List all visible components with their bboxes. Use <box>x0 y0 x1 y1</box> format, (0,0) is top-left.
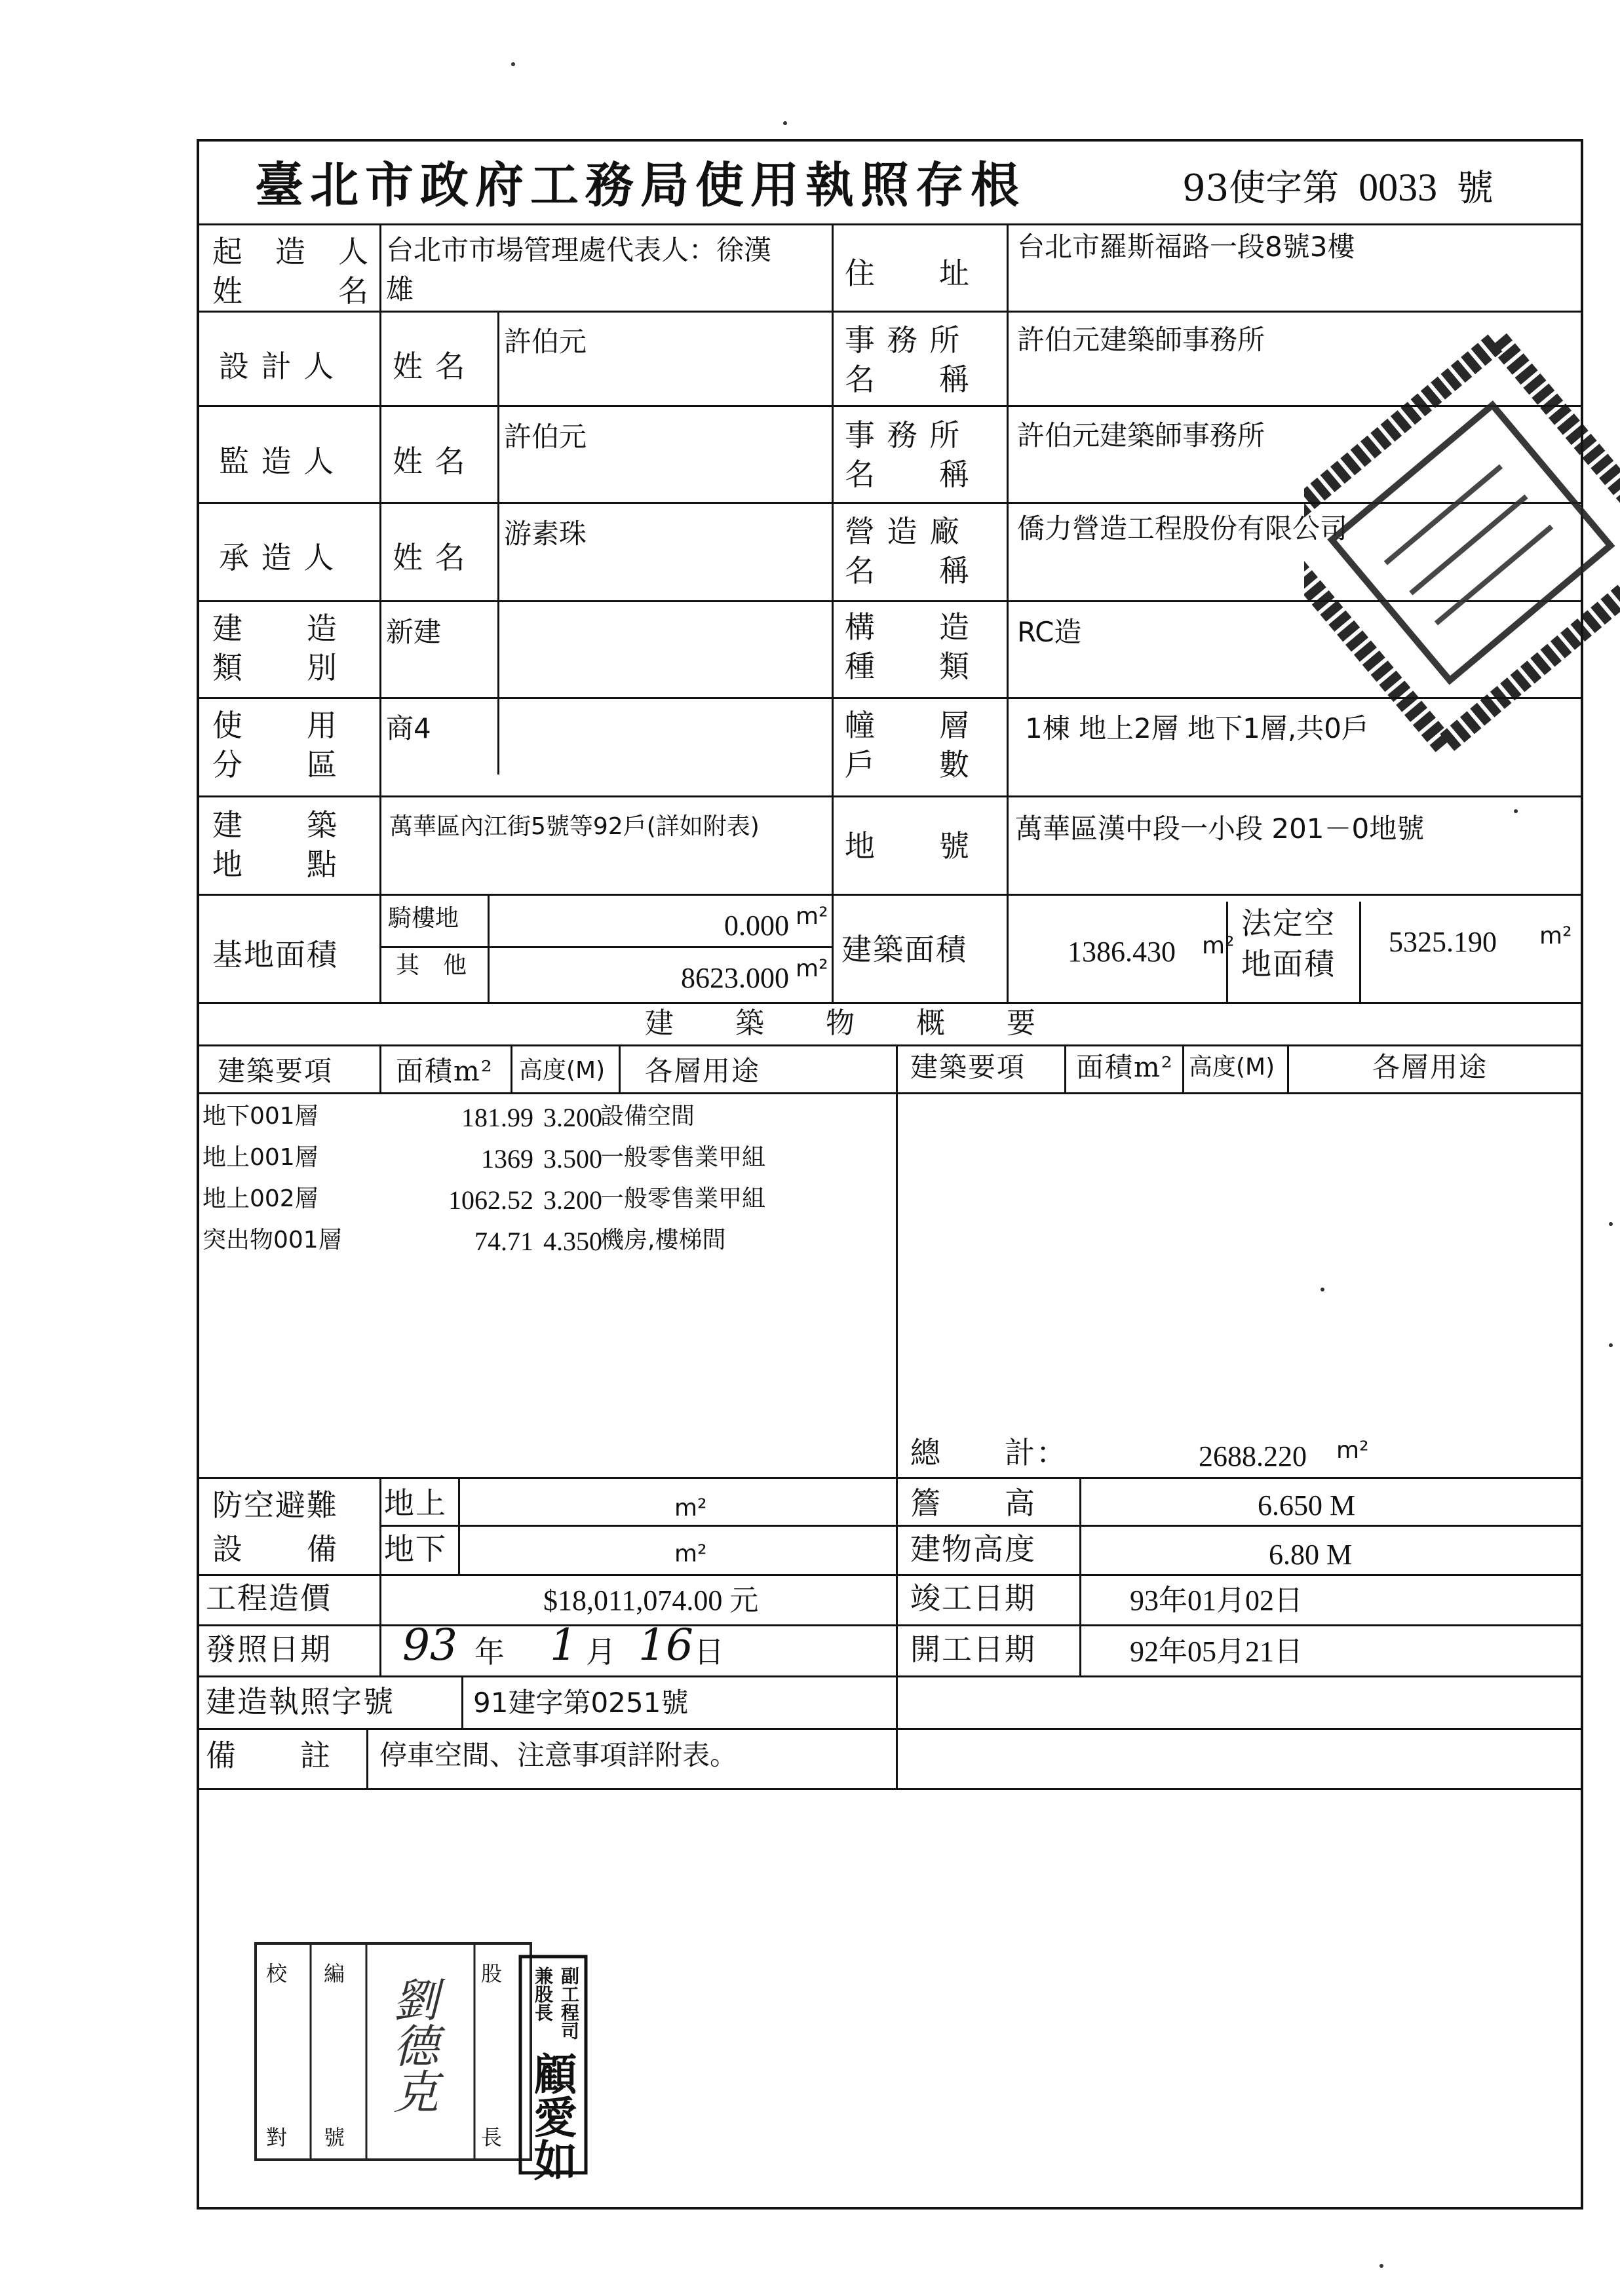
arcade-label: 騎樓地 <box>388 905 459 932</box>
permit-value: 91建字第0251號 <box>473 1687 689 1719</box>
approval-stamp <box>252 1937 619 2199</box>
row-use: 機房,樓梯間 <box>600 1227 726 1253</box>
overview-col-item-left: 建築要項 <box>218 1055 334 1087</box>
builder-name-1: 台北市市場管理處代表人：徐漢 <box>386 234 772 266</box>
row-use: 一般零售業甲組 <box>600 1144 766 1171</box>
completion-value: 93年01月02日 <box>1130 1584 1303 1617</box>
license-number-value: 0033 <box>1359 166 1438 209</box>
row-area: 1369 <box>481 1144 533 1174</box>
designer-office-label-1: 事 務 所 <box>845 322 961 358</box>
stamp-col1: 校 <box>266 1961 288 1986</box>
other-label: 其 他 <box>396 952 467 979</box>
zoning-value: 商4 <box>386 712 431 744</box>
designer-label: 設 計 人 <box>219 349 336 384</box>
other-value: 8623.000 <box>681 962 789 994</box>
address-label: 住 址 <box>845 256 971 291</box>
floors-label-1: 幢 層 <box>845 708 971 743</box>
arcade-value: 0.000 <box>724 909 789 942</box>
location-value: 萬華區內江街5號等92戶(詳如附表) <box>389 813 760 840</box>
issue-month: 1 <box>550 1620 577 1670</box>
row-height: 3.200 <box>543 1185 602 1215</box>
contractor-company: 僑力營造工程股份有限公司 <box>1017 512 1348 545</box>
lot-value: 萬華區漢中段一小段 201－0地號 <box>1015 813 1425 845</box>
zoning-label-1: 使 用 <box>212 708 338 743</box>
legal-open-value: 5325.190 <box>1389 926 1497 958</box>
overview-col-item-right: 建築要項 <box>910 1051 1026 1083</box>
designer-name: 許伯元 <box>504 326 587 358</box>
shelter-below-label: 地下 <box>384 1531 447 1567</box>
lot-label: 地 號 <box>845 828 971 864</box>
start-date-label: 開工日期 <box>910 1632 1036 1667</box>
stamp-signature: 劉德克 <box>385 1976 439 2114</box>
stamp-title-2: 兼股長 <box>532 1966 554 2021</box>
cost-value: $18,011,074.00 元 <box>543 1584 759 1617</box>
row-height: 4.350 <box>543 1227 602 1256</box>
builder-label-2: 姓 名 <box>212 273 370 309</box>
contractor-company-label-1: 營 造 廠 <box>845 514 961 549</box>
contractor-label: 承 造 人 <box>219 540 336 575</box>
completion-label: 竣工日期 <box>910 1580 1036 1616</box>
supervisor-office-label-2: 名 稱 <box>845 457 971 492</box>
issue-date-label: 發照日期 <box>206 1632 332 1667</box>
structure-value: RC造 <box>1017 616 1082 648</box>
shelter-label-2: 設 備 <box>212 1531 338 1567</box>
official-seal-stamp <box>1304 308 1620 806</box>
zoning-label-2: 分 區 <box>212 747 338 782</box>
issue-year: 93 <box>402 1620 457 1670</box>
start-date-value: 92年05月21日 <box>1130 1636 1303 1668</box>
legal-open-unit: m² <box>1539 923 1572 949</box>
stamp-col3b: 長 <box>481 2125 503 2150</box>
issue-day: 16 <box>638 1620 693 1670</box>
building-area-unit: m² <box>1202 932 1235 959</box>
stamp-title-1: 副工程司 <box>558 1966 580 2040</box>
designer-office-label-2: 名 稱 <box>845 362 971 397</box>
location-label-2: 地 點 <box>212 847 338 882</box>
legal-open-label-1: 法定空 <box>1241 906 1336 941</box>
total-label: 總 計： <box>910 1435 1068 1470</box>
row-height: 3.200 <box>543 1103 602 1132</box>
structure-label-1: 構 造 <box>845 609 971 645</box>
license-number-prefix: 93使字第 <box>1182 167 1340 210</box>
row-floor: 突出物001層 <box>202 1227 342 1253</box>
location-label-1: 建 築 <box>212 807 338 843</box>
eave-label: 簷 高 <box>910 1485 1036 1521</box>
supervisor-name-label: 姓 名 <box>393 444 467 479</box>
building-height-label: 建物高度 <box>910 1531 1036 1567</box>
cost-label: 工程造價 <box>206 1580 332 1616</box>
remarks-value: 停車空間、注意事項詳附表。 <box>379 1739 738 1771</box>
shelter-label-1: 防空避難 <box>212 1487 338 1523</box>
arcade-unit: m² <box>796 903 828 930</box>
row-area: 1062.52 <box>448 1185 533 1215</box>
building-area-label: 建築面積 <box>841 932 967 967</box>
shelter-below-unit: m² <box>674 1540 707 1567</box>
floors-value: 1棟 地上2層 地下1層,共0戶 <box>1025 712 1369 744</box>
builder-address: 台北市羅斯福路一段8號3樓 <box>1017 231 1355 263</box>
floors-label-2: 戶 數 <box>845 747 971 782</box>
shelter-above-label: 地上 <box>384 1485 447 1521</box>
stamp-name: 顧愛如 <box>526 2052 577 2181</box>
building-type-label-1: 建 造 <box>212 611 338 646</box>
total-unit: m² <box>1336 1437 1369 1464</box>
other-unit: m² <box>796 955 828 982</box>
structure-label-2: 種 類 <box>845 649 971 684</box>
builder-label-1: 起 造 人 <box>212 234 370 269</box>
overview-col-area-left: 面積m² <box>396 1055 493 1087</box>
shelter-above-unit: m² <box>674 1495 707 1521</box>
form-title: 臺北市政府工務局使用執照存根 <box>255 157 1026 214</box>
issue-year-unit: 年 <box>474 1634 506 1670</box>
designer-name-label: 姓 名 <box>393 349 467 384</box>
stamp-col3: 股 <box>481 1961 503 1986</box>
site-area-label: 基地面積 <box>212 937 338 972</box>
stamp-col2b: 號 <box>324 2125 345 2150</box>
overview-col-height-right: 高度(M) <box>1189 1054 1275 1081</box>
row-floor: 地上001層 <box>202 1144 318 1171</box>
row-use: 一般零售業甲組 <box>600 1185 766 1212</box>
contractor-name: 游素珠 <box>504 518 587 550</box>
issue-month-unit: 月 <box>586 1634 617 1670</box>
eave-value: 6.650 M <box>1258 1489 1356 1521</box>
row-floor: 地上002層 <box>202 1185 318 1212</box>
supervisor-office-label-1: 事 務 所 <box>845 417 961 453</box>
legal-open-label-2: 地面積 <box>1241 946 1336 982</box>
row-use: 設備空間 <box>600 1103 695 1130</box>
remarks-label: 備 註 <box>206 1738 332 1773</box>
overview-col-height-left: 高度(M) <box>519 1057 606 1084</box>
contractor-name-label: 姓 名 <box>393 540 467 575</box>
row-height: 3.500 <box>543 1144 602 1174</box>
total-value: 2688.220 <box>1199 1440 1307 1472</box>
permit-label: 建造執照字號 <box>206 1684 395 1719</box>
overview-col-use-right: 各層用途 <box>1372 1051 1488 1083</box>
building-area-value: 1386.430 <box>1068 936 1176 968</box>
designer-office: 許伯元建築師事務所 <box>1017 324 1265 356</box>
row-area: 181.99 <box>461 1103 533 1132</box>
overview-col-area-right: 面積m² <box>1076 1051 1174 1083</box>
overview-title: 建 築 物 概 要 <box>645 1006 1037 1040</box>
license-number-suffix: 號 <box>1456 167 1494 210</box>
stamp-col1b: 對 <box>266 2125 288 2150</box>
contractor-company-label-2: 名 稱 <box>845 553 971 588</box>
stamp-col2: 編 <box>324 1961 345 1986</box>
overview-col-use-left: 各層用途 <box>645 1055 761 1087</box>
supervisor-name: 許伯元 <box>504 421 587 453</box>
issue-day-unit: 日 <box>694 1634 725 1670</box>
building-height-value: 6.80 M <box>1269 1539 1353 1571</box>
building-type-label-2: 類 別 <box>212 650 338 685</box>
supervisor-office: 許伯元建築師事務所 <box>1017 419 1265 451</box>
builder-name-2: 雄 <box>386 273 414 305</box>
license-number <box>1182 166 1494 210</box>
row-area: 74.71 <box>474 1227 533 1256</box>
supervisor-label: 監 造 人 <box>219 444 336 479</box>
building-type-value: 新建 <box>386 616 442 648</box>
row-floor: 地下001層 <box>202 1103 318 1130</box>
